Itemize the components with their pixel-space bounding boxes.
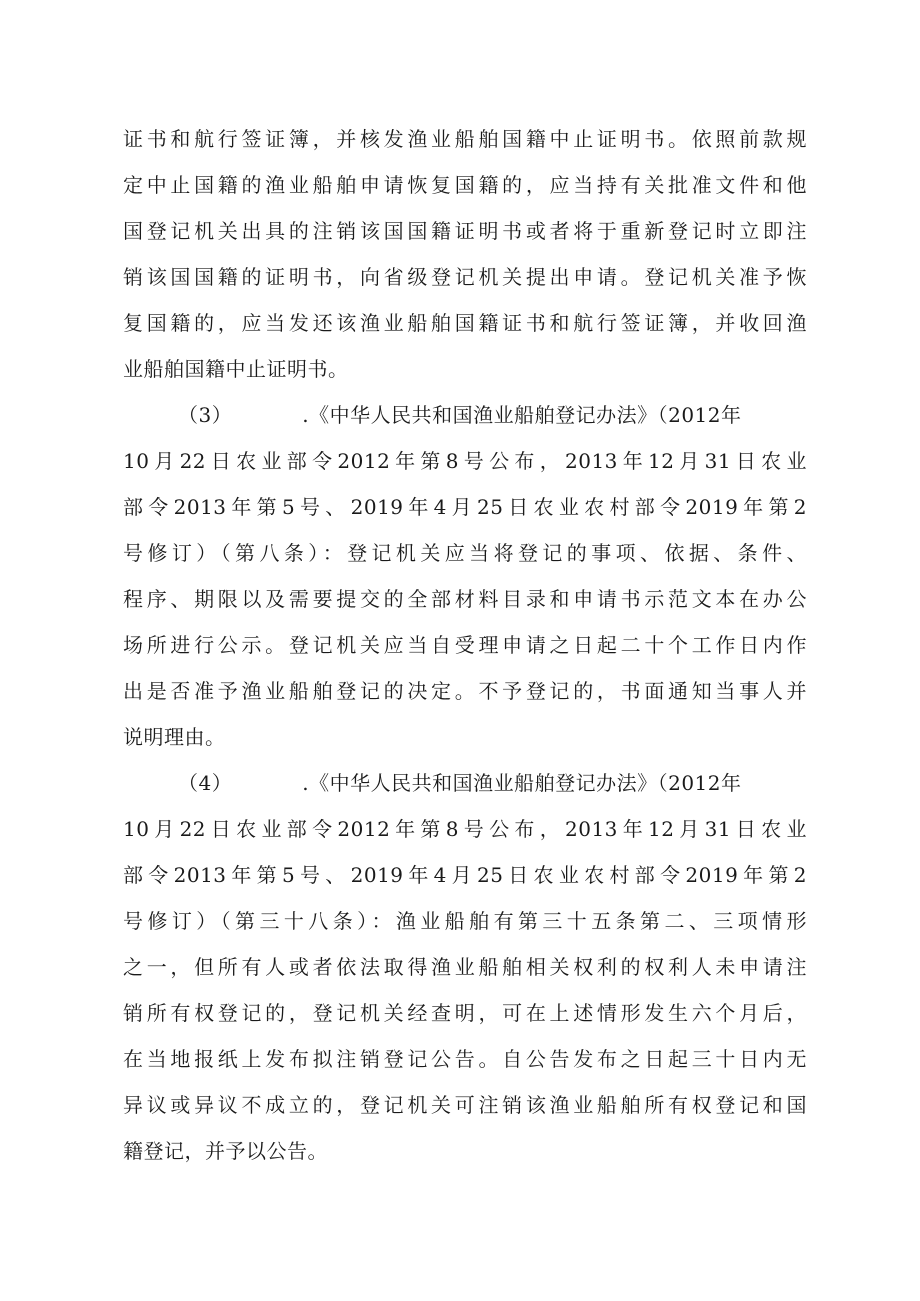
document-body (123, 116, 807, 1174)
item-number: （4） (178, 771, 233, 795)
text-line: 证书和航行签证簿，并核发渔业船舶国籍中止证明书。依照前款规 (123, 127, 807, 151)
text-line: 异议或异议不成立的，登记机关可注销该渔业船舶所有权登记和国 (123, 1093, 807, 1117)
text-line: 部令2013年第5号、2019年4月25日农业农村部令2019年第2 (123, 863, 807, 887)
text-line: 业船舶国籍中止证明书。 (123, 357, 349, 381)
text-line: 销所有权登记的，登记机关经查明，可在上述情形发生六个月后， (123, 1001, 807, 1025)
item-number: （3） (178, 403, 233, 427)
text-line: 国登记机关出具的注销该国国籍证明书或者将于重新登记时立即注 (123, 219, 807, 243)
text-line: 说明理由。 (123, 725, 226, 749)
text-line: 部令2013年第5号、2019年4月25日农业农村部令2019年第2 (123, 495, 807, 519)
paragraph-heading (123, 760, 807, 806)
text-line: .《中华人民共和国渔业船舶登记办法》（2012年 (302, 403, 742, 427)
text-line: 场所进行公示。登记机关应当自受理申请之日起二十个工作日内作 (123, 633, 807, 657)
text-line: 在当地报纸上发布拟注销登记公告。自公告发布之日起三十日内无 (123, 1047, 807, 1071)
text-line: 出是否准予渔业船舶登记的决定。不予登记的，书面通知当事人并 (123, 679, 807, 703)
text-line: 复国籍的，应当发还该渔业船舶国籍证书和航行签证簿，并收回渔 (123, 311, 807, 335)
text-line: 定中止国籍的渔业船舶申请恢复国籍的，应当持有关批准文件和他 (123, 173, 807, 197)
text-line: 之一，但所有人或者依法取得渔业船舶相关权利的权利人未申请注 (123, 955, 807, 979)
text-line: 号修订）（第三十八条）：渔业船舶有第三十五条第二、三项情形 (123, 909, 807, 933)
paragraph-heading (123, 392, 807, 438)
text-line: 程序、期限以及需要提交的全部材料目录和申请书示范文本在办公 (123, 587, 807, 611)
text-line: 籍登记，并予以公告。 (123, 1139, 328, 1163)
text-line: 销该国国籍的证明书，向省级登记机关提出申请。登记机关准予恢 (123, 265, 807, 289)
text-line: 10月22日农业部令2012年第8号公布，2013年12月31日农业 (123, 449, 807, 473)
text-line: 10月22日农业部令2012年第8号公布，2013年12月31日农业 (123, 817, 807, 841)
text-line: .《中华人民共和国渔业船舶登记办法》（2012年 (302, 771, 742, 795)
text-line: 号修订）（第八条）：登记机关应当将登记的事项、依据、条件、 (123, 541, 807, 565)
